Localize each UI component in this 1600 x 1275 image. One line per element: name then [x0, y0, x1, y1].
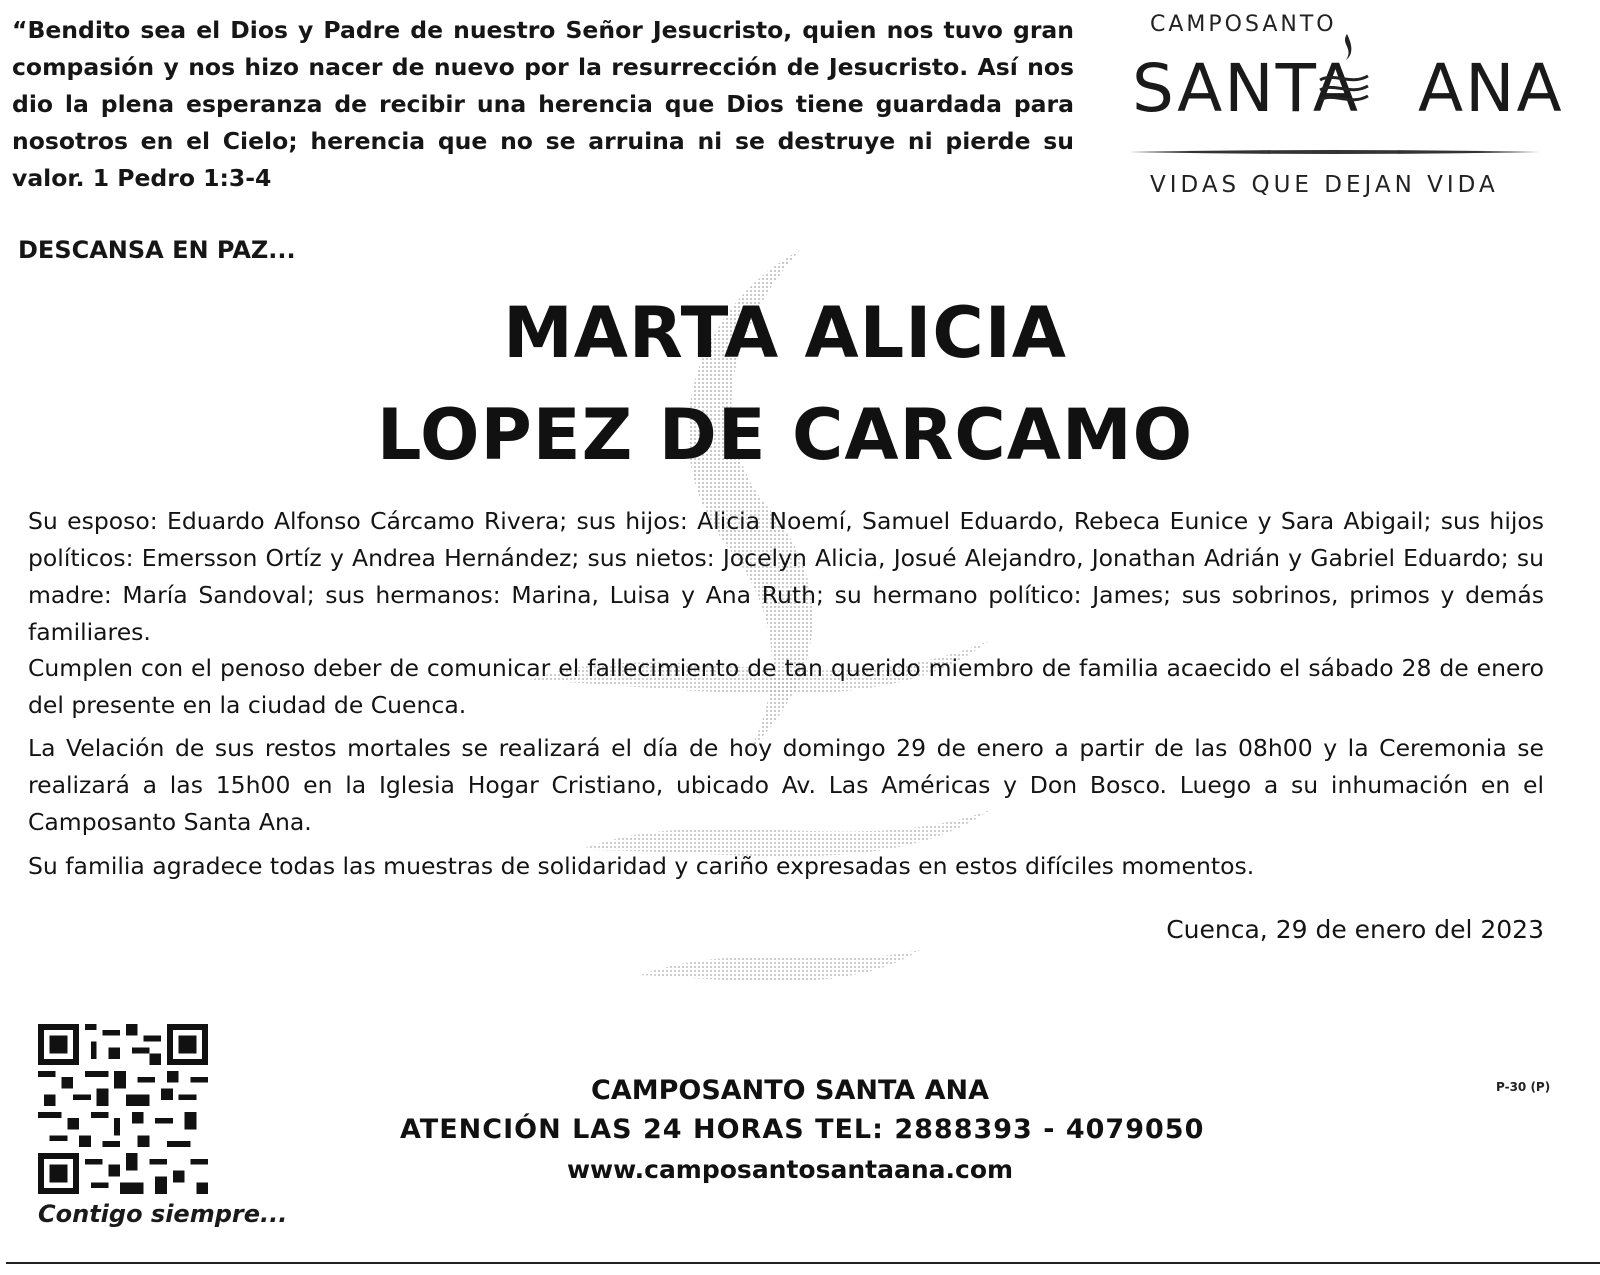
logo-brand-right: ANA: [1417, 50, 1564, 127]
thanks-paragraph: Su familia agradece todas las muestras de solidaridad y cariño expresadas en estos difíciles momentos.: [28, 852, 1255, 880]
deceased-surnames: LOPEZ DE CARCAMO: [376, 394, 1194, 476]
intro-heading: DESCANSA EN PAZ...: [18, 236, 296, 264]
verse-text: “Bendito sea el Dios y Padre de nuestro Señor Jesucristo, quien nos tuvo gran compasión y nos hizo nacer de nuevo por la resurrección de Jesucristo. Así nos dio la plena esperanza de recibir una herencia que Dios tiene guardada para nosotros en el Cielo; herencia que no se arruina ni se destruye ni pierde su valor.: [12, 16, 1074, 192]
ad-code: P-30 (P): [1496, 1080, 1551, 1094]
camposanto-logo: [1122, 12, 1562, 202]
footer-phone: ATENCIÓN LAS 24 HORAS TEL: 2888393 - 4079050: [400, 1114, 1205, 1145]
deceased-first-names: MARTA ALICIA: [503, 292, 1067, 374]
bottom-border: [6, 1262, 1600, 1264]
flame-wave-emblem-icon: [1314, 30, 1374, 122]
footer-website[interactable]: www.camposantosantaana.com: [566, 1155, 1014, 1184]
announcement-paragraph: Cumplen con el penoso deber de comunicar el fallecimiento de tan querido miembro de familia acaecido el sábado 28 de enero del presente en la ciudad de Cuenca.: [28, 654, 1544, 719]
footer-name: CAMPOSANTO SANTA ANA: [591, 1075, 989, 1106]
logo-brand-left: SANTA: [1132, 50, 1360, 127]
dateline: Cuenca, 29 de enero del 2023: [1166, 915, 1544, 944]
qr-caption: Contigo siempre...: [38, 1200, 288, 1228]
family-paragraph: Su esposo: Eduardo Alfonso Cárcamo Rivera; sus hijos: Alicia Noemí, Samuel Eduardo, Rebeca Eunice y Sara Abigail; sus hijos políticos: Emersson Ortíz y Andrea Hernández; sus nietos: Jocelyn Alicia, Josué Alejandro, Jonathan Adrián y Gabriel Eduardo; su madre: María Sandoval; sus hermanos: Marina, Luisa y Ana Ruth; su hermano político: James; sus sobrinos, primos y demás familiares.: [28, 507, 1544, 646]
logo-rule: [1128, 148, 1540, 156]
logo-tagline: VIDAS QUE DEJAN VIDA: [1150, 172, 1499, 198]
logo-superscript: CAMPOSANTO: [1150, 12, 1337, 37]
qr-code-icon[interactable]: [38, 1024, 208, 1194]
bible-verse: [12, 12, 1074, 197]
ceremony-paragraph: La Velación de sus restos mortales se realizará el día de hoy domingo 29 de enero a partir de las 08h00 y la Ceremonia se realizará a las 15h00 en la Iglesia Hogar Cristiano, ubicado Av. Las Américas y Don Bosco. Luego a su inhumación en el Camposanto Santa Ana.: [28, 734, 1544, 836]
verse-reference: 1 Pedro 1:3-4: [92, 164, 272, 192]
